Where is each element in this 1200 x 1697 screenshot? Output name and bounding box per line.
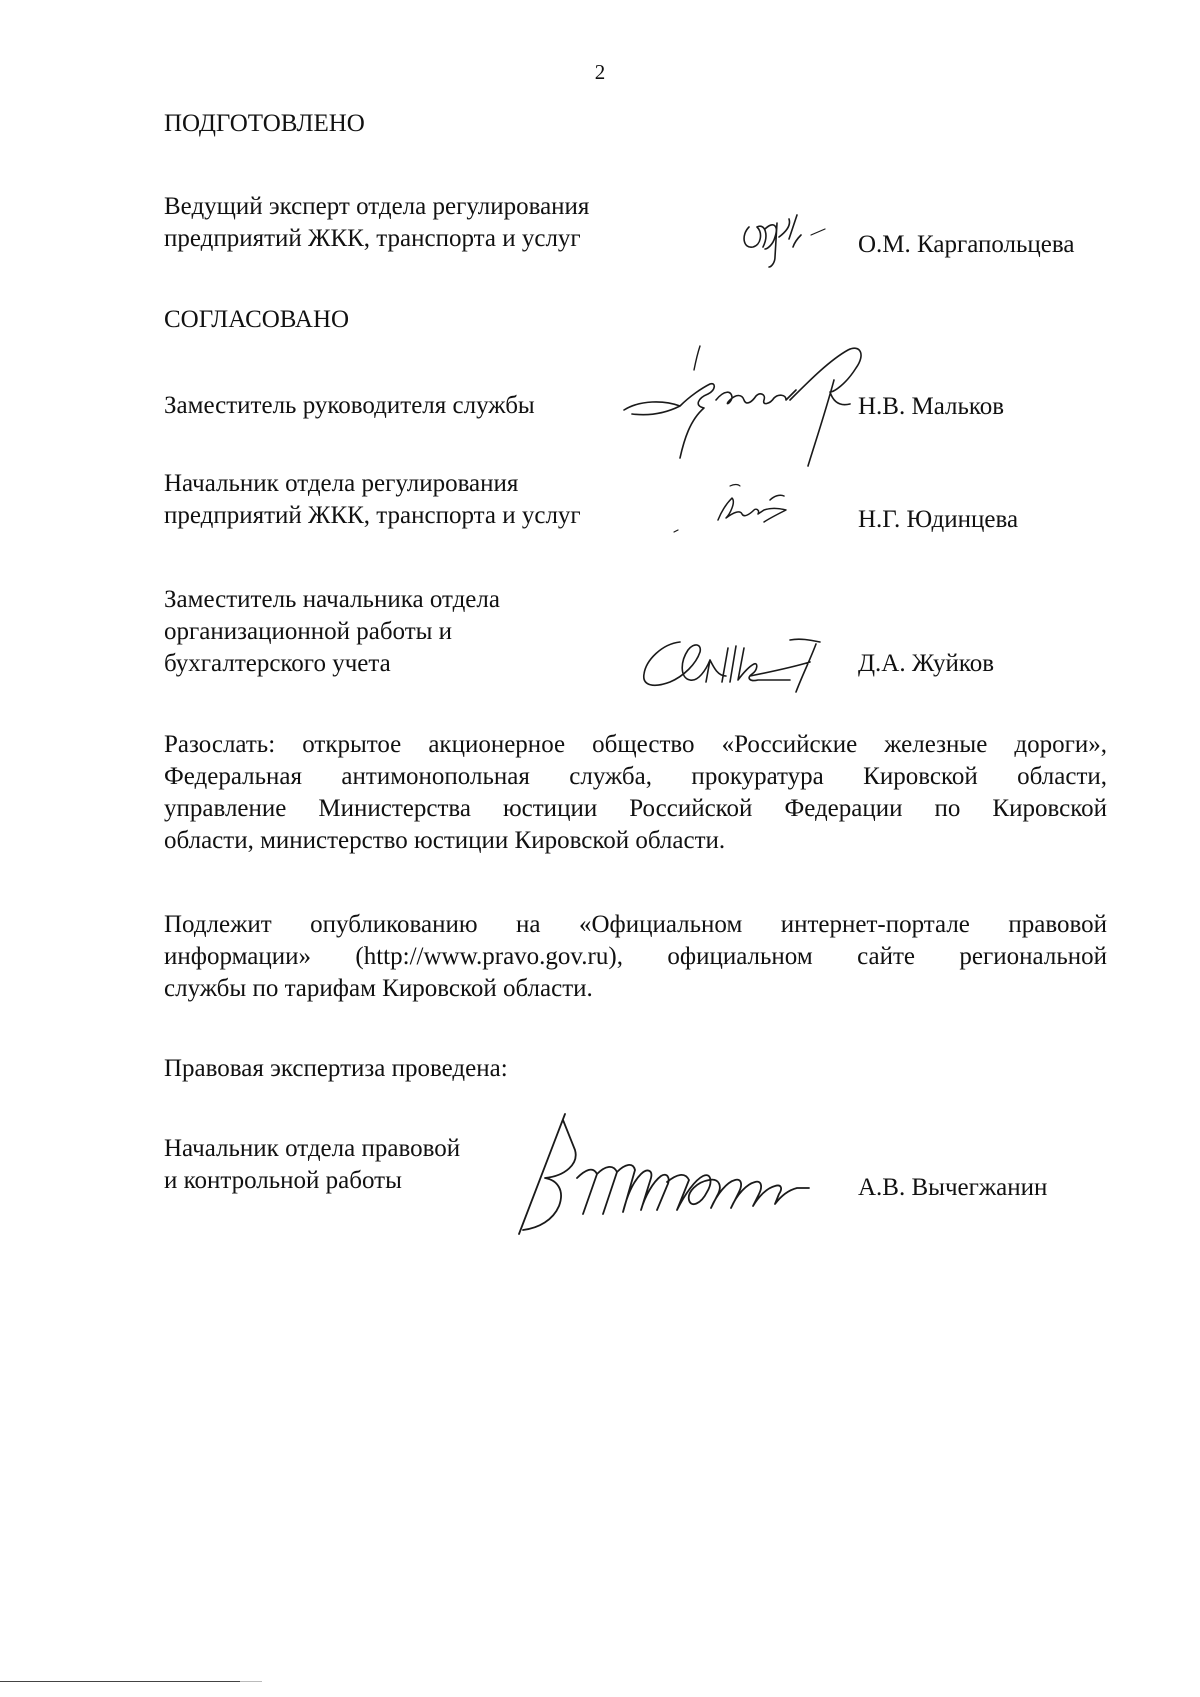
legal-review-name: А.В. Вычегжанин (858, 1174, 1048, 1201)
publication-paragraph (164, 909, 1107, 1005)
paragraph-line: информации» (http://www.pravo.gov.ru), официальном сайте региональной (164, 943, 1107, 970)
position-line: предприятий ЖКК, транспорта и услуг (164, 225, 581, 252)
prepared-position (164, 191, 589, 255)
signatory-name: Н.В. Мальков (858, 393, 1005, 420)
legal-review-position (164, 1133, 460, 1197)
signatory-position (164, 468, 581, 532)
position-line: и контрольной работы (164, 1167, 402, 1194)
position-line: Начальник отдела регулирования (164, 470, 519, 497)
signatory-name: Н.Г. Юдинцева (858, 506, 1019, 533)
paragraph-line: управление Министерства юстиции Российской Федерации по Кировской (164, 795, 1107, 822)
position-line: Начальник отдела правовой (164, 1135, 461, 1162)
scan-artifact-line (240, 1681, 262, 1682)
signature-kargapoltseva (735, 205, 845, 275)
distribution-paragraph (164, 729, 1107, 857)
paragraph-line: Разослать: открытое акционерное общество «Российские железные дороги», (164, 731, 1107, 758)
position-line: предприятий ЖКК, транспорта и услуг (164, 502, 581, 529)
paragraph-line: Федеральная антимонопольная служба, прокуратура Кировской области, (164, 763, 1107, 790)
scan-artifact-line (0, 1681, 240, 1682)
page-number: 2 (594, 60, 606, 84)
signature-zhuykov (640, 620, 860, 700)
position-line: организационной работы и (164, 618, 453, 645)
position-line: Заместитель начальника отдела (164, 586, 500, 613)
paragraph-line: Подлежит опубликованию на «Официальном интернет-портале правовой (164, 911, 1107, 938)
paragraph-line: службы по тарифам Кировской области. (164, 975, 593, 1002)
signature-vychegzhanin (505, 1110, 855, 1240)
signatory-position (164, 584, 500, 680)
legal-review-heading: Правовая экспертиза проведена: (164, 1055, 508, 1082)
signature-yudintseva (670, 480, 820, 540)
paragraph-line: области, министерство юстиции Кировской области. (164, 827, 726, 854)
agreed-heading: СОГЛАСОВАНО (164, 306, 350, 333)
position-line: бухгалтерского учета (164, 650, 391, 677)
prepared-heading: ПОДГОТОВЛЕНО (164, 110, 365, 137)
signatory-position: Заместитель руководителя службы (164, 392, 535, 419)
signatory-name: Д.А. Жуйков (858, 650, 995, 677)
prepared-name: О.М. Каргапольцева (858, 231, 1075, 258)
position-line: Ведущий эксперт отдела регулирования (164, 193, 590, 220)
